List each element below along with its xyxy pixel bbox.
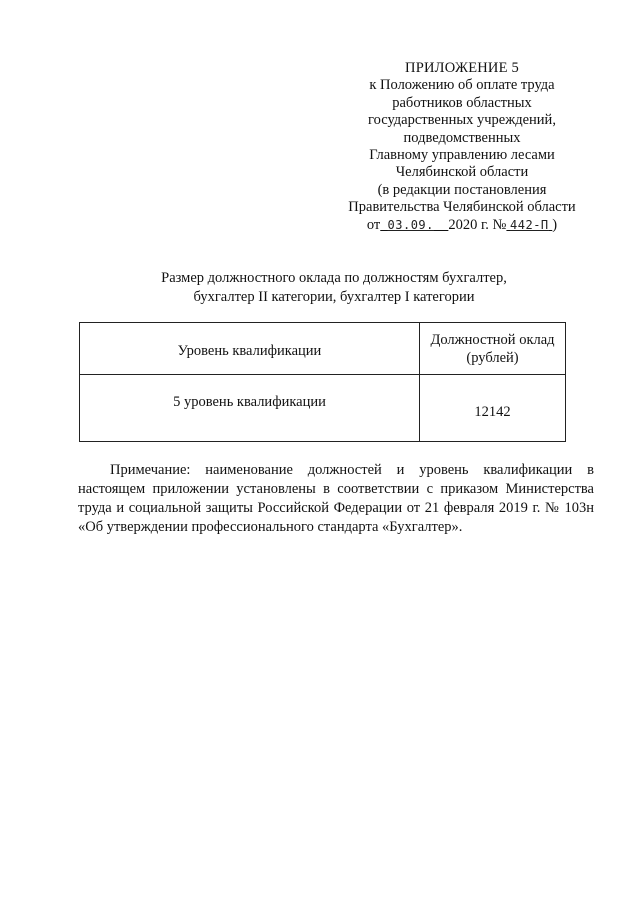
appendix-header bbox=[330, 60, 594, 234]
date-year: 2020 г. № bbox=[448, 216, 507, 233]
appendix-line: к Положению об оплате труда bbox=[369, 77, 555, 94]
appendix-line: подведомственных bbox=[403, 129, 521, 146]
decree-date-line bbox=[330, 217, 594, 234]
appendix-title: ПРИЛОЖЕНИЕ 5 bbox=[405, 60, 519, 76]
table-row bbox=[80, 375, 566, 442]
header-salary-line: Должностной оклад bbox=[430, 331, 555, 348]
appendix-line: Челябинской области bbox=[395, 164, 529, 181]
table-title-line: Размер должностного оклада по должностям бухгалтер, bbox=[161, 270, 507, 286]
header-qualification-level bbox=[80, 323, 420, 375]
header-salary-unit: (рублей) bbox=[466, 349, 519, 366]
handwritten-date: 03.09. bbox=[387, 217, 434, 232]
salary-value: 12142 bbox=[474, 404, 511, 420]
date-prefix: от bbox=[366, 216, 381, 233]
date-blank bbox=[380, 217, 448, 233]
table-title-line: бухгалтер II категории, бухгалтер I категории bbox=[193, 288, 475, 305]
table-title bbox=[100, 269, 568, 306]
appendix-line: государственных учреждений, bbox=[368, 112, 556, 129]
note-paragraph: Примечание: наименование должностей и уровень квалификации в настоящем приложении установлены в соответствии с приказом Министерства труда и социальной защиты Российской Федерации от 21 февраля 2019 г. № 103н «Об утверждении профессионального стандарта «Бухгалтер». bbox=[78, 462, 594, 535]
appendix-line: Правительства Челябинской области bbox=[348, 199, 576, 216]
handwritten-number: 442-П bbox=[510, 217, 549, 232]
cell-qualification-level bbox=[80, 375, 420, 442]
date-suffix: ) bbox=[552, 216, 558, 233]
appendix-line: Главному управлению лесами bbox=[369, 147, 555, 164]
appendix-line: работников областных bbox=[392, 94, 532, 111]
table-header-row bbox=[80, 323, 566, 375]
appendix-line: (в редакции постановления bbox=[377, 181, 547, 198]
header-salary bbox=[420, 323, 566, 375]
cell-salary bbox=[420, 375, 566, 442]
number-blank bbox=[506, 217, 552, 233]
header-qualification-label: Уровень квалификации bbox=[177, 342, 322, 359]
salary-table bbox=[79, 322, 566, 442]
qualification-level-value: 5 уровень квалификации bbox=[173, 394, 326, 410]
